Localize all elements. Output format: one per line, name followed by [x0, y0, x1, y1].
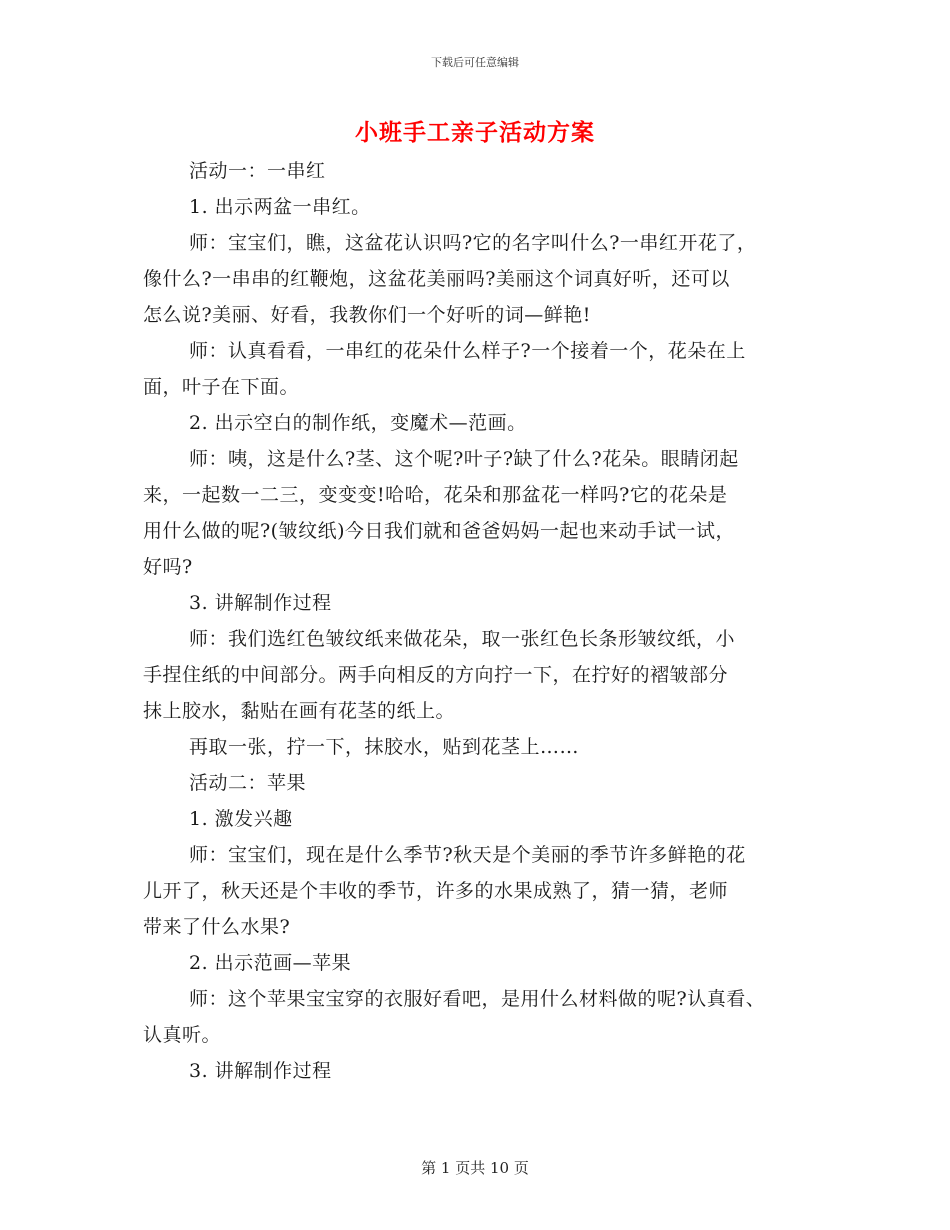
body-line: 儿开了，秋天还是个丰收的季节，许多的水果成熟了，猜一猜，老师: [143, 880, 729, 902]
body-line: 认真听。: [143, 1024, 222, 1046]
body-line: 像什么?一串串的红鞭炮，这盆花美丽吗?美丽这个词真好听，还可以: [143, 268, 730, 290]
body-line: 师：宝宝们，瞧，这盆花认识吗?它的名字叫什么?一串红开花了，: [189, 232, 757, 254]
body-line: 3. 讲解制作过程: [189, 1060, 332, 1082]
body-line: 再取一张，拧一下，抹胶水，贴到花茎上……: [189, 736, 580, 758]
body-line: 3. 讲解制作过程: [189, 592, 332, 614]
body-line: 师：我们选红色皱纹纸来做花朵，取一张红色长条形皱纹纸，小: [189, 628, 736, 650]
body-line: 带来了什么水果?: [143, 916, 291, 938]
body-line: 面，叶子在下面。: [143, 376, 300, 398]
body-line: 2. 出示空白的制作纸，变魔术—范画。: [189, 412, 527, 434]
page-header-note: 下载后可任意编辑: [431, 56, 519, 69]
body-line: 1. 激发兴趣: [189, 808, 293, 830]
page-footer: 第 1 页共 10 页: [421, 1159, 529, 1177]
body-line: 活动一：一串红: [189, 160, 326, 182]
body-line: 抹上胶水，黏贴在画有花茎的纸上。: [143, 700, 456, 722]
body-line: 用什么做的呢?(皱纹纸)今日我们就和爸爸妈妈一起也来动手试一试，: [143, 520, 736, 542]
body-line: 师：认真看看，一串红的花朵什么样子?一个接着一个，花朵在上: [189, 340, 746, 362]
body-line: 师：这个苹果宝宝穿的衣服好看吧，是用什么材料做的呢?认真看、: [189, 988, 766, 1010]
document-body: [143, 153, 813, 1089]
body-line: 手捏住纸的中间部分。两手向相反的方向拧一下，在拧好的褶皱部分: [143, 664, 729, 686]
body-line: 1. 出示两盆一串红。: [189, 196, 371, 218]
body-line: 怎么说?美丽、好看，我教你们一个好听的词—鲜艳!: [143, 304, 591, 326]
body-line: 2. 出示范画—苹果: [189, 952, 352, 974]
body-line: 师：咦，这是什么?茎、这个呢?叶子?缺了什么?花朵。眼睛闭起: [189, 448, 739, 470]
body-line: 师：宝宝们，现在是什么季节?秋天是个美丽的季节许多鲜艳的花: [189, 844, 746, 866]
body-line: 活动二：苹果: [189, 772, 307, 794]
document-title: 小班手工亲子活动方案: [355, 119, 595, 146]
body-line: 来，一起数一二三，变变变!哈哈，花朵和那盆花一样吗?它的花朵是: [143, 484, 728, 506]
body-line: 好吗?: [143, 556, 193, 578]
